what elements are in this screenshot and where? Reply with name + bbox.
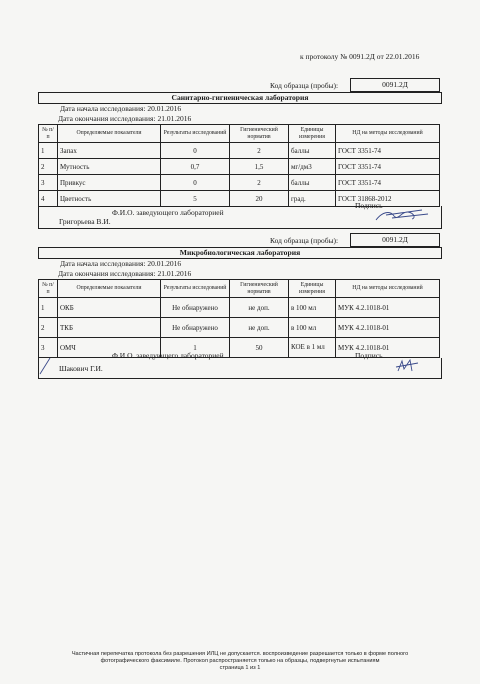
row-indicator: Запах — [58, 143, 161, 159]
micro-start-date: Дата начала исследования: 20.01.2016 — [60, 259, 182, 268]
row-indicator: Цветность — [58, 191, 161, 207]
row-result: 0 — [161, 143, 230, 159]
head-label: Ф.И.О. заведующего лабораторией — [112, 208, 224, 217]
signature-label: Подпись — [355, 351, 383, 360]
row-indicator: Привкус — [58, 175, 161, 191]
footer-note — [30, 651, 450, 672]
row-method: МУК 4.2.1018-01 — [336, 298, 440, 318]
row-norm: не доп. — [230, 318, 289, 338]
row-norm: 50 — [230, 338, 289, 358]
col-result: Результаты исследований — [161, 125, 230, 143]
row-norm: 2 — [230, 143, 289, 159]
row-indicator: ОМЧ — [58, 338, 161, 358]
row-indicator: ТКБ — [58, 318, 161, 338]
row-indicator: ОКБ — [58, 298, 161, 318]
row-number: 3 — [39, 338, 58, 358]
signature-label: Подпись — [355, 201, 383, 210]
row-number: 1 — [39, 298, 58, 318]
col-unit: Единицы измерения — [289, 280, 336, 298]
row-unit: град. — [289, 191, 336, 207]
row-result: 1 — [161, 338, 230, 358]
head-label: Ф.И.О. заведующего лабораторией — [112, 351, 224, 360]
row-number: 1 — [39, 143, 58, 159]
signature-image — [36, 356, 60, 376]
row-method: ГОСТ 3351-74 — [336, 175, 440, 191]
table-row — [39, 159, 440, 175]
protocol-reference: к протоколу № 0091.2Д от 22.01.2016 — [300, 52, 420, 61]
col-norm: Гигиенический норматив — [230, 125, 289, 143]
row-method: МУК 4.2.1018-01 — [336, 338, 440, 358]
sanitary-start-date: Дата начала исследования: 20.01.2016 — [60, 104, 182, 113]
row-result: 5 — [161, 191, 230, 207]
footer-line: Частичная перепечатка протокола без разрешения ИЛЦ не допускается. воспроизведение разрешается только в форме полного — [71, 651, 409, 657]
table-row — [39, 143, 440, 159]
row-unit: в 100 мл — [289, 318, 336, 338]
signature-image — [392, 357, 422, 375]
row-number: 3 — [39, 175, 58, 191]
micro-table — [38, 279, 440, 358]
row-number: 2 — [39, 318, 58, 338]
row-result: 0 — [161, 175, 230, 191]
sanitary-table — [38, 124, 440, 207]
col-unit: Единицы измерения — [289, 125, 336, 143]
row-unit: в 100 мл — [289, 298, 336, 318]
row-unit: баллы — [289, 143, 336, 159]
col-indicator: Определяемые показатели — [58, 125, 161, 143]
signature-image — [372, 206, 432, 224]
sample-code-value: 0091.2Д — [382, 235, 408, 244]
row-unit: мг/дм3 — [289, 159, 336, 175]
sanitary-end-date: Дата окончания исследования: 21.01.2016 — [58, 114, 192, 123]
row-indicator: Мутность — [58, 159, 161, 175]
sample-code-box — [350, 78, 440, 92]
table-row — [39, 175, 440, 191]
row-result: Не обнаружено — [161, 298, 230, 318]
row-method: ГОСТ 3351-74 — [336, 159, 440, 175]
table-row — [39, 298, 440, 318]
row-result: 0,7 — [161, 159, 230, 175]
micro-title: Микробиологическая лаборатория — [38, 247, 442, 259]
sample-code-value: 0091.2Д — [382, 80, 408, 89]
row-norm: 1,5 — [230, 159, 289, 175]
micro-end-date: Дата окончания исследования: 21.01.2016 — [58, 269, 192, 278]
row-method: ГОСТ 3351-74 — [336, 143, 440, 159]
col-method: НД на методы исследований — [336, 125, 440, 143]
table-row — [39, 318, 440, 338]
col-method: НД на методы исследований — [336, 280, 440, 298]
sample-code-label: Код образца (пробы): — [270, 236, 339, 245]
row-unit: баллы — [289, 175, 336, 191]
head-name: Григорьева В.И. — [59, 217, 111, 226]
col-result: Результаты исследований — [161, 280, 230, 298]
col-number: № п/п — [39, 280, 58, 298]
head-name: Шакович Г.И. — [59, 364, 103, 373]
sample-code-box — [350, 233, 440, 247]
footer-page-number: страница 1 из 1 — [219, 665, 261, 671]
row-number: 4 — [39, 191, 58, 207]
col-number: № п/п — [39, 125, 58, 143]
row-norm: не доп. — [230, 298, 289, 318]
row-method: МУК 4.2.1018-01 — [336, 318, 440, 338]
row-norm: 2 — [230, 175, 289, 191]
row-norm: 20 — [230, 191, 289, 207]
row-result: Не обнаружено — [161, 318, 230, 338]
col-indicator: Определяемые показатели — [58, 280, 161, 298]
sample-code-label: Код образца (пробы): — [270, 81, 339, 90]
footer-line: фотографического факсимиле. Протокол распространяется только на образцы, подвергнутые испытаниям — [100, 658, 380, 664]
sanitary-title: Санитарно-гигиеническая лаборатория — [38, 92, 442, 104]
row-unit: КОЕ в 1 мл — [289, 338, 336, 358]
col-norm: Гигиенический норматив — [230, 280, 289, 298]
row-method: ГОСТ 31868-2012 — [336, 191, 440, 207]
row-number: 2 — [39, 159, 58, 175]
